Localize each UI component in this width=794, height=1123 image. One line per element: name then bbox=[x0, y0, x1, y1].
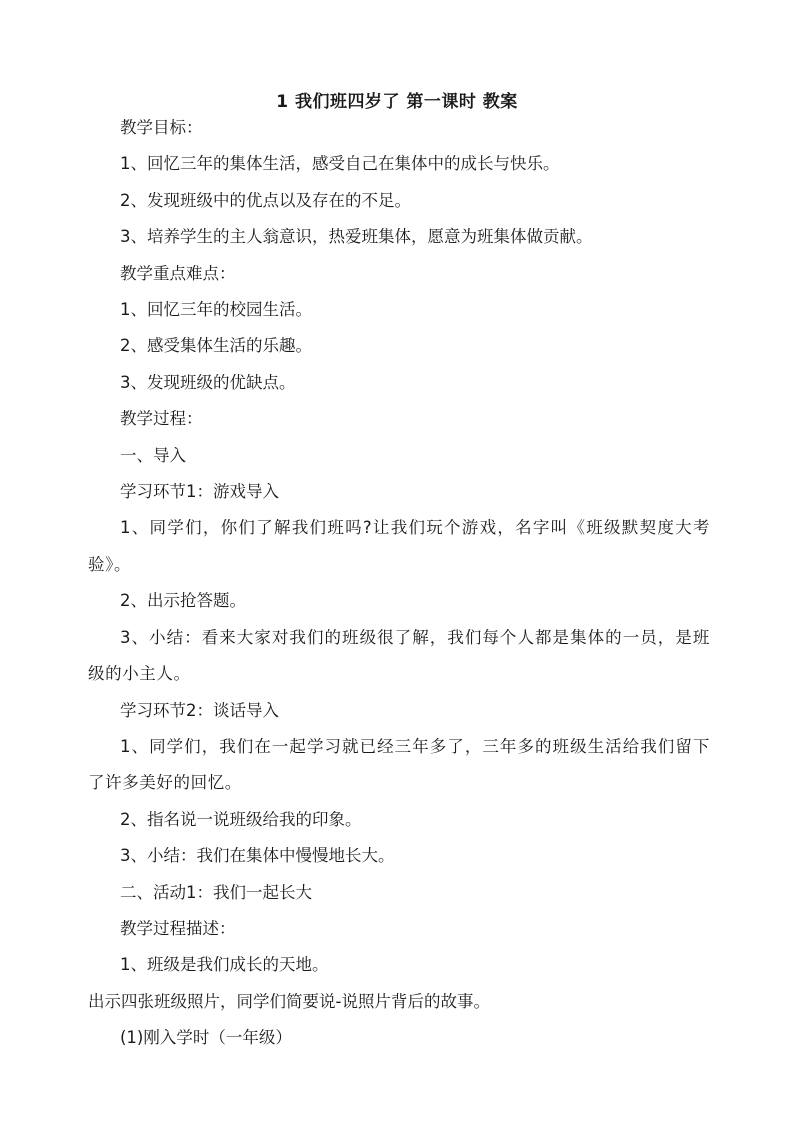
document-paragraph: 出示四张班级照片，同学们简要说-说照片背后的故事。 bbox=[88, 991, 490, 1011]
document-paragraph: 2、感受集体生活的乐趣。 bbox=[120, 336, 312, 356]
document-paragraph: 2、出示抢答题。 bbox=[120, 591, 246, 611]
document-paragraph: (1)刚入学时（一年级） bbox=[120, 1028, 292, 1048]
document-paragraph: 一、导入 bbox=[120, 445, 186, 465]
document-paragraph: 2、发现班级中的优点以及存在的不足。 bbox=[120, 190, 411, 210]
document-body bbox=[88, 110, 710, 1057]
document-paragraph: 教学重点难点： bbox=[120, 263, 236, 283]
document-paragraph: 学习环节1：游戏导入 bbox=[120, 482, 279, 502]
document-paragraph: 1、回忆三年的集体生活，感受自己在集体中的成长与快乐。 bbox=[120, 154, 560, 174]
document-paragraph: 1、班级是我们成长的天地。 bbox=[120, 955, 329, 975]
document-paragraph: 1、同学们，你们了解我们班吗?让我们玩个游戏，名字叫《班级默契度大考验》。 bbox=[88, 518, 710, 574]
document-paragraph: 教学过程描述： bbox=[120, 918, 236, 938]
document-paragraph: 3、发现班级的优缺点。 bbox=[120, 372, 296, 392]
document-paragraph: 1、同学们，我们在一起学习就已经三年多了，三年多的班级生活给我们留下了许多美好的回忆。 bbox=[88, 736, 710, 793]
document-paragraph: 教学过程： bbox=[120, 409, 203, 429]
document-paragraph: 3、培养学生的主人翁意识，热爱班集体，愿意为班集体做贡献。 bbox=[120, 227, 593, 247]
document-paragraph: 学习环节2：谈话导入 bbox=[120, 700, 279, 720]
document-paragraph: 1、回忆三年的校园生活。 bbox=[120, 300, 312, 320]
document-paragraph: 3、小结：看来大家对我们的班级很了解，我们每个人都是集体的一员，是班级的小主人。 bbox=[88, 627, 710, 684]
document-paragraph: 2、指名说一说班级给我的印象。 bbox=[120, 809, 362, 829]
document-title: 1 我们班四岁了 第一课时 教案 bbox=[276, 92, 518, 113]
document-paragraph: 教学目标： bbox=[120, 118, 203, 137]
document-paragraph: 3、小结：我们在集体中慢慢地长大。 bbox=[120, 846, 395, 866]
document-paragraph: 二、活动1：我们一起长大 bbox=[120, 882, 312, 902]
